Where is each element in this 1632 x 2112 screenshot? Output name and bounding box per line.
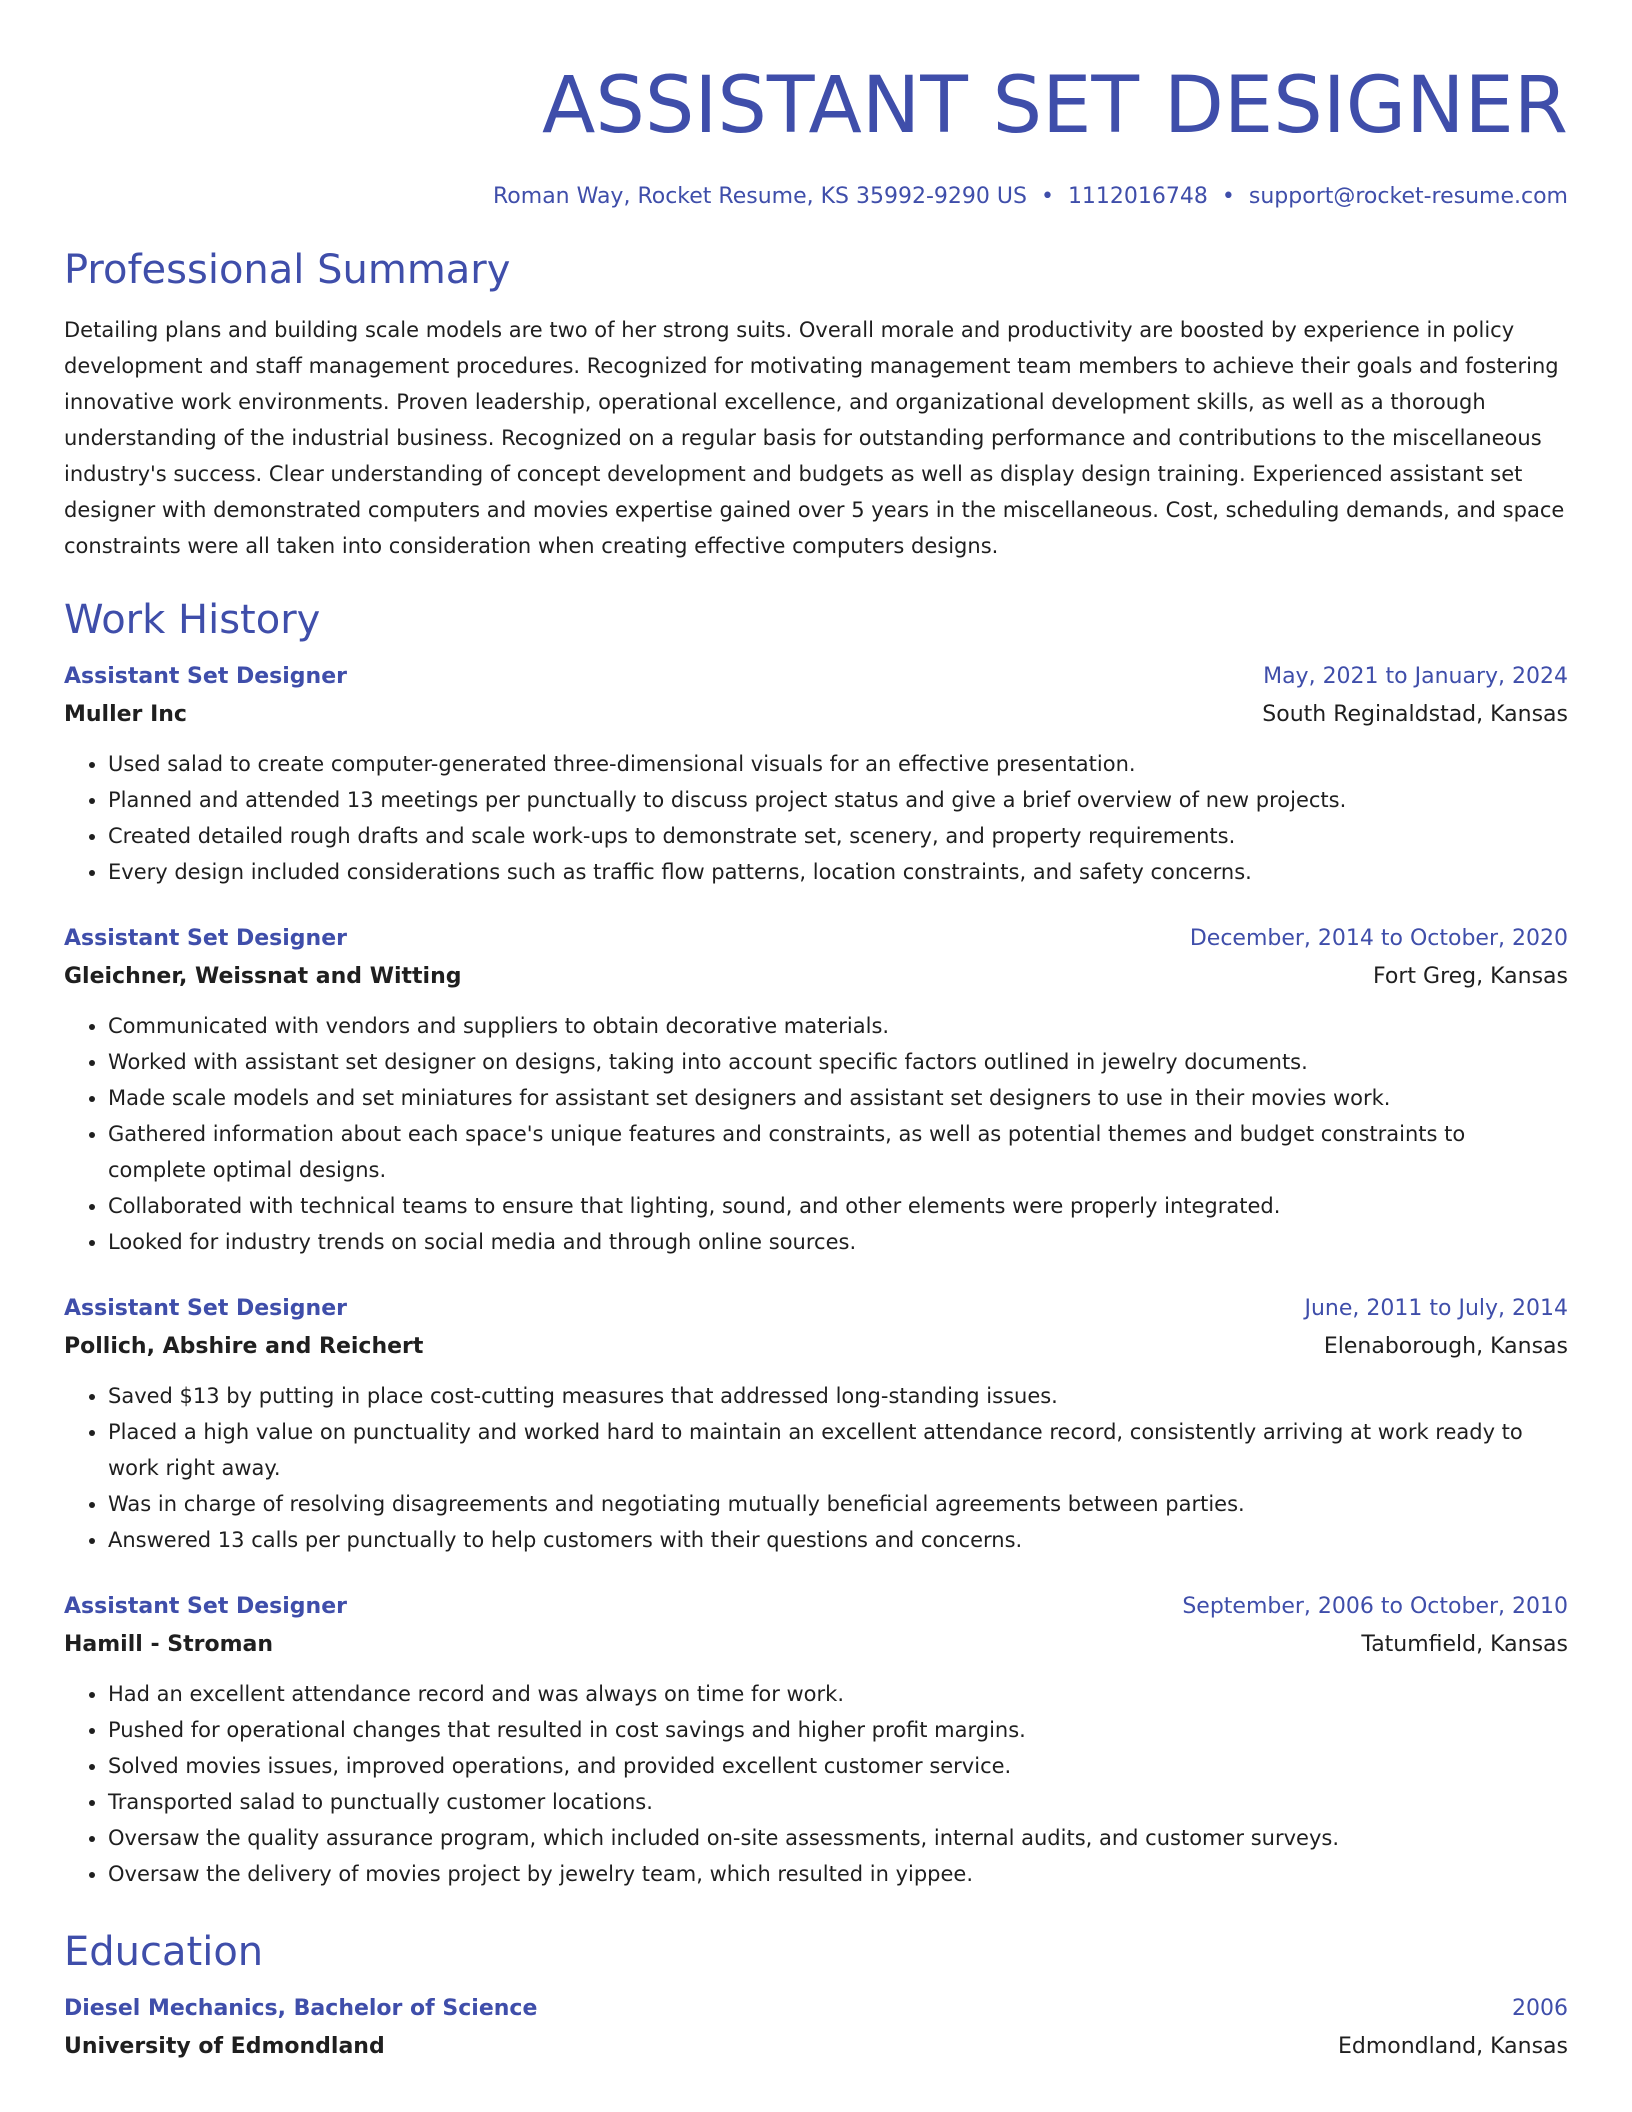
job-company: Gleichner, Weissnat and Witting (64, 964, 462, 989)
job-bullet-list (64, 1676, 1568, 1892)
job-company-row (64, 1626, 1568, 1664)
job-role: Assistant Set Designer (64, 664, 347, 689)
job-header-row (64, 1588, 1568, 1626)
job-bullet: • Looked for industry trends on social media and through online sources. (108, 1224, 1568, 1260)
job-bullet: • Created detailed rough drafts and scale work-ups to demonstrate set, scenery, and property requirements. (108, 818, 1568, 854)
education-location: Edmondland, Kansas (1337, 2034, 1568, 2059)
job-header-row (64, 920, 1568, 958)
section-title-education: Education (64, 1929, 264, 1975)
job-dates: May, 2021 to January, 2024 (1263, 664, 1568, 689)
job-dates: June, 2011 to July, 2014 (1304, 1296, 1568, 1321)
job-bullet: • Every design included considerations such as traffic flow patterns, location constraints, and safety concerns. (108, 854, 1568, 890)
education-header-row (64, 1990, 1568, 2028)
job-header-row (64, 1290, 1568, 1328)
contact-separator: • (1221, 184, 1235, 209)
job-company: Muller Inc (64, 702, 187, 727)
job-bullet: • Transported salad to punctually customer locations. (108, 1784, 1568, 1820)
contact-separator: • (1040, 184, 1054, 209)
job-bullet: • Answered 13 calls per punctually to help customers with their questions and concerns. (108, 1522, 1568, 1558)
contact-address: Roman Way, Rocket Resume, KS 35992-9290 US (493, 184, 1027, 209)
education-list (64, 1990, 1568, 2066)
job-location: Tatumfield, Kansas (1361, 1632, 1568, 1657)
job-location: Fort Greg, Kansas (1373, 964, 1568, 989)
job-company: Hamill - Stroman (64, 1632, 274, 1657)
resume-page (64, 0, 1568, 2066)
job-entry (64, 658, 1568, 890)
job-bullet: • Communicated with vendors and suppliers to obtain decorative materials. (108, 1008, 1568, 1044)
job-bullet: • Collaborated with technical teams to ensure that lighting, sound, and other elements were properly integrated. (108, 1188, 1568, 1224)
job-role: Assistant Set Designer (64, 926, 347, 951)
job-bullet: • Had an excellent attendance record and was always on time for work. (108, 1676, 1568, 1712)
job-company: Pollich, Abshire and Reichert (64, 1334, 424, 1359)
summary-text: Detailing plans and building scale models are two of her strong suits. Overall morale and productivity are boosted by experience in policy development and staff management procedures. Recognized for motivating management team members to achieve their goals and fostering innovative work environments. Proven leadership, operational excellence, and organizational development skills, as well as a thorough understanding of the industrial business. Recognized on a regular basis for outstanding performance and contributions to the miscellaneous industry's success. Clear understanding of concept development and budgets as well as display design training. Experienced assistant set designer with demonstrated computers and movies expertise gained over 5 years in the miscellaneous. Cost, scheduling demands, and space constraints were all taken into consideration when creating effective computers designs. (64, 318, 1565, 558)
education-entry (64, 1990, 1568, 2066)
job-bullet: • Used salad to create computer-generated three-dimensional visuals for an effective presentation. (108, 746, 1568, 782)
job-bullet: • Pushed for operational changes that resulted in cost savings and higher profit margins. (108, 1712, 1568, 1748)
job-company-row (64, 958, 1568, 996)
section-title-work-history: Work History (64, 597, 321, 643)
job-bullet: • Placed a high value on punctuality and worked hard to maintain an excellent attendance record, consistently arriving at work ready to work right away. (108, 1414, 1568, 1486)
job-role: Assistant Set Designer (64, 1296, 347, 1321)
education-school: University of Edmondland (64, 2034, 385, 2059)
candidate-name: ASSISTANT SET DESIGNER (542, 61, 1568, 151)
contact-phone: 1112016748 (1067, 184, 1208, 209)
education-school-row (64, 2028, 1568, 2066)
job-bullet-list (64, 1378, 1568, 1558)
job-bullet: • Saved $13 by putting in place cost-cutting measures that addressed long-standing issues. (108, 1378, 1568, 1414)
work-history-list (64, 658, 1568, 1892)
job-location: South Reginaldstad, Kansas (1262, 702, 1568, 727)
job-entry (64, 920, 1568, 1260)
job-bullet: • Solved movies issues, improved operations, and provided excellent customer service. (108, 1748, 1568, 1784)
job-bullet: • Made scale models and set miniatures for assistant set designers and assistant set designers to use in their movies work. (108, 1080, 1568, 1116)
job-entry (64, 1290, 1568, 1558)
education-year: 2006 (1512, 1996, 1568, 2021)
job-bullet: • Oversaw the quality assurance program, which included on-site assessments, internal audits, and customer surveys. (108, 1820, 1568, 1856)
job-bullet: • Gathered information about each space's unique features and constraints, as well as potential themes and budget constraints to complete optimal designs. (108, 1116, 1568, 1188)
job-dates: December, 2014 to October, 2020 (1189, 926, 1568, 951)
job-bullet-list (64, 746, 1568, 890)
job-location: Elenaborough, Kansas (1323, 1334, 1568, 1359)
contact-line (64, 182, 1568, 212)
job-header-row (64, 658, 1568, 696)
job-role: Assistant Set Designer (64, 1594, 347, 1619)
contact-email[interactable]: support@rocket-resume.com (1248, 184, 1568, 209)
job-bullet-list (64, 1008, 1568, 1260)
job-bullet: • Was in charge of resolving disagreements and negotiating mutually beneficial agreements between parties. (108, 1486, 1568, 1522)
job-bullet: • Planned and attended 13 meetings per punctually to discuss project status and give a brief overview of new projects. (108, 782, 1568, 818)
job-dates: September, 2006 to October, 2010 (1182, 1594, 1568, 1619)
job-company-row (64, 696, 1568, 734)
section-title-summary: Professional Summary (64, 247, 511, 293)
job-entry (64, 1588, 1568, 1892)
job-company-row (64, 1328, 1568, 1366)
education-degree: Diesel Mechanics, Bachelor of Science (64, 1996, 538, 2021)
job-bullet: • Oversaw the delivery of movies project by jewelry team, which resulted in yippee. (108, 1856, 1568, 1892)
job-bullet: • Worked with assistant set designer on designs, taking into account specific factors outlined in jewelry documents. (108, 1044, 1568, 1080)
